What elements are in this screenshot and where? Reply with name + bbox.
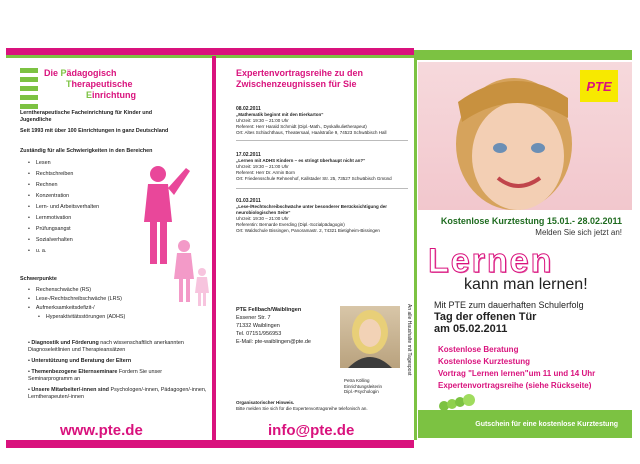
event-date: 01.03.2011 [236, 198, 261, 204]
photo-caption: Petra Kölling Einrichtungsleiterin Dipl.-Psychologin [344, 378, 383, 394]
pte-logo: PTE [580, 70, 618, 102]
service-item: • Unsere Mitarbeiter/-innen sind Psychologen/-innen, Pädagogen/-innen, Lerntherapeuten/-innen [28, 387, 207, 400]
list-item: • Rechenschwäche (RS) [28, 286, 125, 295]
open-day-list [438, 344, 595, 392]
middle-panel [218, 48, 414, 452]
event-details: „Mathematik beginnt mit den Eierkarton“ Uhrzeit: 19:30 – 21:00 Uhr Referent: Herr Harald Schmidt (Dipl.-Math., Dyskalkulietherapeut) Ort: Altes Schlachthaus, Theatersaal, Haalstraße 9, 74523 Schwäbisch Hall [236, 112, 387, 135]
intro-text: Lerntherapeutische Facheinrichtung für Kinder und Jugendliche [20, 110, 153, 123]
website-link[interactable]: www.pte.de [60, 422, 143, 439]
service-item: • Themenbezogene Elternseminare Fordern Sie unser Seminarprogramm an [28, 369, 163, 382]
household-mail-note: An alle Haushalte mit Tagespost [406, 304, 412, 376]
list-item: Expertenvortragsreihe (siehe Rückseite) [438, 381, 592, 390]
services-list [28, 340, 208, 401]
list-item: Kostenlose Beratung [438, 345, 519, 354]
logo-line-2: Therapeutische [66, 79, 133, 89]
right-panel [418, 48, 632, 452]
areas-heading: Zuständig für alle Schwierigkeiten in den Bereichen [20, 148, 153, 154]
list-item: • Lern- und Arbeitsverhalten [28, 202, 99, 213]
list-item: • Hyperaktivitätsstörungen (ADHS) [28, 313, 125, 322]
contact-person-photo [340, 306, 400, 368]
note-text: Bitte melden Sie sich für die Expertenvortragsreihe telefonisch an. [236, 406, 368, 411]
list-item: • Prüfungsangst [28, 224, 99, 235]
logo-line-1: Die Pädagogisch [44, 68, 117, 78]
email-link[interactable]: info@pte.de [268, 422, 355, 439]
flyer [6, 48, 632, 452]
list-item: • Lesen [28, 158, 99, 169]
contact-street: Essener Str. 7 [236, 315, 271, 321]
offer-line-1: Mit PTE zum dauerhaften Schulerfolg [434, 300, 584, 310]
signup-text: Melden Sie sich jetzt an! [535, 228, 622, 237]
voucher-banner[interactable]: Gutschein für eine kostenlose Kurztestung [418, 410, 632, 438]
list-item: • Rechnen [28, 180, 99, 191]
contact-email[interactable]: E-Mail: pte-waiblingen@pte.de [236, 339, 311, 345]
event-date: 17.02.2011 [236, 152, 261, 158]
areas-list [28, 158, 99, 257]
list-item: Kostenlose Kurztestung [438, 357, 531, 366]
promo-text: Kostenlose Kurztestung 15.01.- 28.02.2011 [440, 216, 622, 226]
children-silhouette-illustration [124, 160, 214, 310]
offer-line-3: am 05.02.2011 [434, 323, 508, 335]
event-details: „Lese-/Rechtschreibschwäche unter besonderer Berücksichtigung der neurobiologischen Seite“ Uhrzeit: 19:30 – 21:00 Uhr Referentin: Bernarde Everding (Dipl.-Sozialpädagogin) Ort: Waldschule Bissingen, Panoramastr. 2, 74321 Bietigheim-Bissingen [236, 204, 388, 233]
headline-lernen: Lernen [428, 242, 554, 280]
event-details: „Lernen mit ADHS Kindern – es stringt überhaupt nicht an?“ Uhrzeit: 19:30 – 21:00 Uhr Referent: Herr Dr. Armin Born Ort: Friedensschule Rehnenhof, Kallstader Str. 25, 73527 Schwäbisch Gmünd [236, 158, 392, 181]
service-item: • Unterstützung und Beratung der Eltern [28, 358, 132, 364]
contact-city: 71332 Waiblingen [236, 323, 280, 329]
focus-heading: Schwerpunkte [20, 276, 57, 282]
left-panel [6, 48, 211, 452]
contact-phone: Tel. 07151/956953 [236, 331, 282, 337]
service-item: • Diagnostik und Förderung nach wissenschaftlich anerkannten Diagnoseleitlinien und Therapieansätzen [28, 340, 184, 353]
caterpillar-icon [438, 392, 478, 412]
focus-list [28, 286, 125, 322]
pte-stripes-logo [20, 68, 38, 110]
contact-block [236, 306, 311, 346]
divider-green [414, 60, 417, 440]
logo-line-3: Einrichtung [86, 90, 137, 100]
list-item: • u. a. [28, 246, 99, 257]
offer-line-2: Tag der offenen Tür [434, 311, 537, 323]
list-item: • Konzentration [28, 191, 99, 202]
divider [236, 140, 408, 141]
list-item: • Lese-/Rechtschreibschwäche (LRS) [28, 295, 125, 304]
subheadline: kann man lernen! [464, 276, 588, 293]
lecture-series-title: Expertenvortragsreihe zu den Zwischenzeugnissen für Sie [236, 68, 364, 89]
list-item: • Rechtschreiben [28, 169, 99, 180]
since-text: Seit 1993 mit über 100 Einrichtungen in ganz Deutschland [20, 128, 169, 134]
note-heading: Organisatorischer Hinweis. [236, 400, 295, 405]
contact-name: PTE Fellbach/Waiblingen [236, 307, 302, 313]
list-item: • Sozialverhalten [28, 235, 99, 246]
list-item: Vortrag "Lernen lernen"um 11 und 14 Uhr [438, 369, 596, 378]
event-date: 08.02.2011 [236, 106, 261, 112]
list-item: • Lernmotivation [28, 213, 99, 224]
divider [236, 188, 408, 189]
list-item: • Aufmerksamkeitsdefizit-/ [28, 304, 125, 313]
